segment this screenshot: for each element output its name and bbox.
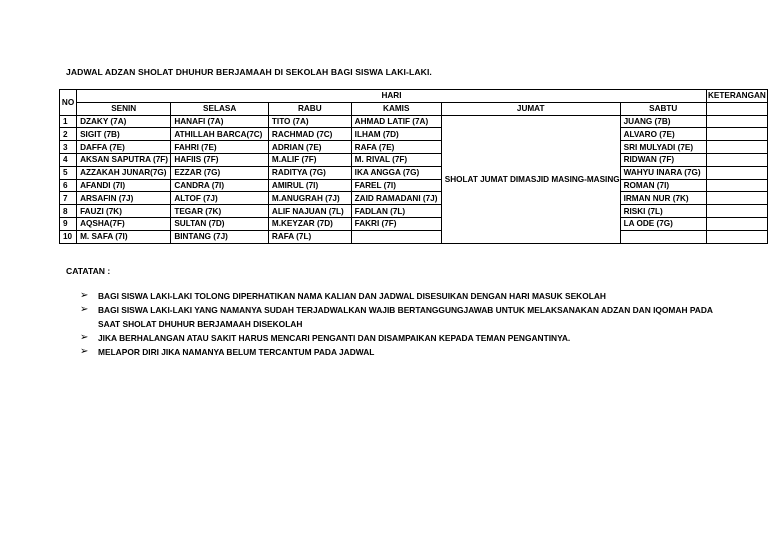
cell-rabu: ALIF NAJUAN (7L) (268, 205, 351, 218)
cell-sabtu: ROMAN (7I) (620, 179, 706, 192)
cell-selasa: FAHRI (7E) (171, 141, 269, 154)
cell-sabtu: IRMAN NUR (7K) (620, 192, 706, 205)
cell-sabtu: ALVARO (7E) (620, 128, 706, 141)
day-header-senin: SENIN (77, 102, 171, 115)
row-number: 3 (60, 141, 77, 154)
cell-keterangan (706, 141, 767, 154)
cell-senin: M. SAFA (7I) (77, 230, 171, 243)
cell-selasa: SULTAN (7D) (171, 217, 269, 230)
cell-keterangan (706, 192, 767, 205)
cell-rabu: M.KEYZAR (7D) (268, 217, 351, 230)
row-number: 6 (60, 179, 77, 192)
table-row (60, 179, 768, 192)
list-item (80, 289, 720, 303)
row-number: 9 (60, 217, 77, 230)
cell-sabtu: RIDWAN (7F) (620, 153, 706, 166)
row-number: 8 (60, 205, 77, 218)
cell-kamis: M. RIVAL (7F) (351, 153, 441, 166)
cell-rabu: RAFA (7L) (268, 230, 351, 243)
cell-selasa: HANAFI (7A) (171, 115, 269, 128)
cell-senin: AQSHA(7F) (77, 217, 171, 230)
cell-senin: AFANDI (7I) (77, 179, 171, 192)
keterangan-cell-blank (706, 102, 767, 115)
arrow-bullet-icon: ➢ (80, 304, 89, 315)
cell-sabtu: WAHYU INARA (7G) (620, 166, 706, 179)
cell-senin: DAFFA (7E) (77, 141, 171, 154)
cell-rabu: ADRIAN (7E) (268, 141, 351, 154)
header-row-days (60, 102, 768, 115)
cell-kamis: AHMAD LATIF (7A) (351, 115, 441, 128)
cell-keterangan (706, 153, 767, 166)
cell-senin: ARSAFIN (7J) (77, 192, 171, 205)
cell-sabtu: SRI MULYADI (7E) (620, 141, 706, 154)
day-header-kamis: KAMIS (351, 102, 441, 115)
cell-sabtu: JUANG (7B) (620, 115, 706, 128)
day-header-jumat: JUMAT (441, 102, 620, 115)
row-number: 1 (60, 115, 77, 128)
cell-selasa: TEGAR (7K) (171, 205, 269, 218)
jumat-note: SHOLAT JUMAT DIMASJID MASING-MASING (441, 115, 620, 243)
row-number: 2 (60, 128, 77, 141)
table-row (60, 141, 768, 154)
cell-selasa: ALTOF (7J) (171, 192, 269, 205)
catatan-label: CATATAN : (66, 266, 111, 276)
cell-selasa: HAFIIS (7F) (171, 153, 269, 166)
cell-keterangan (706, 115, 767, 128)
cell-kamis: FADLAN (7L) (351, 205, 441, 218)
cell-kamis: RAFA (7E) (351, 141, 441, 154)
table-row (60, 128, 768, 141)
hari-header: HARI (77, 90, 707, 103)
cell-kamis: FAREL (7I) (351, 179, 441, 192)
cell-rabu: TITO (7A) (268, 115, 351, 128)
header-row-top (60, 90, 768, 103)
cell-keterangan (706, 205, 767, 218)
cell-selasa: ATHILLAH BARCA(7C) (171, 128, 269, 141)
note-text: BAGI SISWA LAKI-LAKI YANG NAMANYA SUDAH TERJADWALKAN WAJIB BERTANGGUNGJAWAB UNTUK MELAKSANAKAN ADZAN DAN IQOMAH PADA SAAT SHOLAT DHUHUR BERJAMAAH DISEKOLAH (98, 305, 713, 329)
cell-sabtu (620, 230, 706, 243)
note-text: BAGI SISWA LAKI-LAKI TOLONG DIPERHATIKAN NAMA KALIAN DAN JADWAL DISESUIKAN DENGAN HARI MASUK SEKOLAH (98, 291, 606, 301)
day-header-sabtu: SABTU (620, 102, 706, 115)
keterangan-header: KETERANGAN (708, 91, 766, 101)
table-row (60, 192, 768, 205)
row-number: 7 (60, 192, 77, 205)
cell-senin: SIGIT (7B) (77, 128, 171, 141)
cell-rabu: RADITYA (7G) (268, 166, 351, 179)
list-item (80, 303, 720, 331)
cell-senin: FAUZI (7K) (77, 205, 171, 218)
cell-selasa: EZZAR (7G) (171, 166, 269, 179)
note-text: MELAPOR DIRI JIKA NAMANYA BELUM TERCANTUM PADA JADWAL (98, 347, 375, 357)
notes-list (80, 289, 720, 359)
row-number: 4 (60, 153, 77, 166)
cell-kamis (351, 230, 441, 243)
cell-keterangan (706, 230, 767, 243)
table-row (60, 230, 768, 243)
cell-keterangan (706, 166, 767, 179)
no-header: NO (60, 90, 77, 116)
cell-senin: AKSAN SAPUTRA (7F) (77, 153, 171, 166)
row-number: 5 (60, 166, 77, 179)
note-text: JIKA BERHALANGAN ATAU SAKIT HARUS MENCARI PENGANTI DAN DISAMPAIKAN KEPADA TEMAN PENGANTINYA. (98, 333, 571, 343)
day-header-rabu: RABU (268, 102, 351, 115)
cell-keterangan (706, 179, 767, 192)
day-header-selasa: SELASA (171, 102, 269, 115)
list-item (80, 345, 720, 359)
cell-selasa: CANDRA (7I) (171, 179, 269, 192)
cell-keterangan (706, 217, 767, 230)
table-row (60, 153, 768, 166)
cell-senin: DZAKY (7A) (77, 115, 171, 128)
arrow-bullet-icon: ➢ (80, 290, 89, 301)
row-number: 10 (60, 230, 77, 243)
cell-selasa: BINTANG (7J) (171, 230, 269, 243)
document-title: JADWAL ADZAN SHOLAT DHUHUR BERJAMAAH DI SEKOLAH BAGI SISWA LAKI-LAKI. (66, 67, 432, 77)
cell-kamis: FAKRI (7F) (351, 217, 441, 230)
cell-kamis: ZAID RAMADANI (7J) (351, 192, 441, 205)
cell-rabu: M.ANUGRAH (7J) (268, 192, 351, 205)
table-row (60, 205, 768, 218)
arrow-bullet-icon: ➢ (80, 346, 89, 357)
cell-kamis: ILHAM (7D) (351, 128, 441, 141)
list-item (80, 331, 720, 345)
cell-keterangan (706, 128, 767, 141)
cell-kamis: IKA ANGGA (7G) (351, 166, 441, 179)
table-row (60, 115, 768, 128)
cell-sabtu: LA ODE (7G) (620, 217, 706, 230)
cell-senin: AZZAKAH JUNAR(7G) (77, 166, 171, 179)
table-row (60, 217, 768, 230)
cell-rabu: RACHMAD (7C) (268, 128, 351, 141)
cell-sabtu: RISKI (7L) (620, 205, 706, 218)
schedule-table (59, 89, 768, 244)
cell-rabu: AMIRUL (7I) (268, 179, 351, 192)
cell-rabu: M.ALIF (7F) (268, 153, 351, 166)
table-row (60, 166, 768, 179)
arrow-bullet-icon: ➢ (80, 332, 89, 343)
